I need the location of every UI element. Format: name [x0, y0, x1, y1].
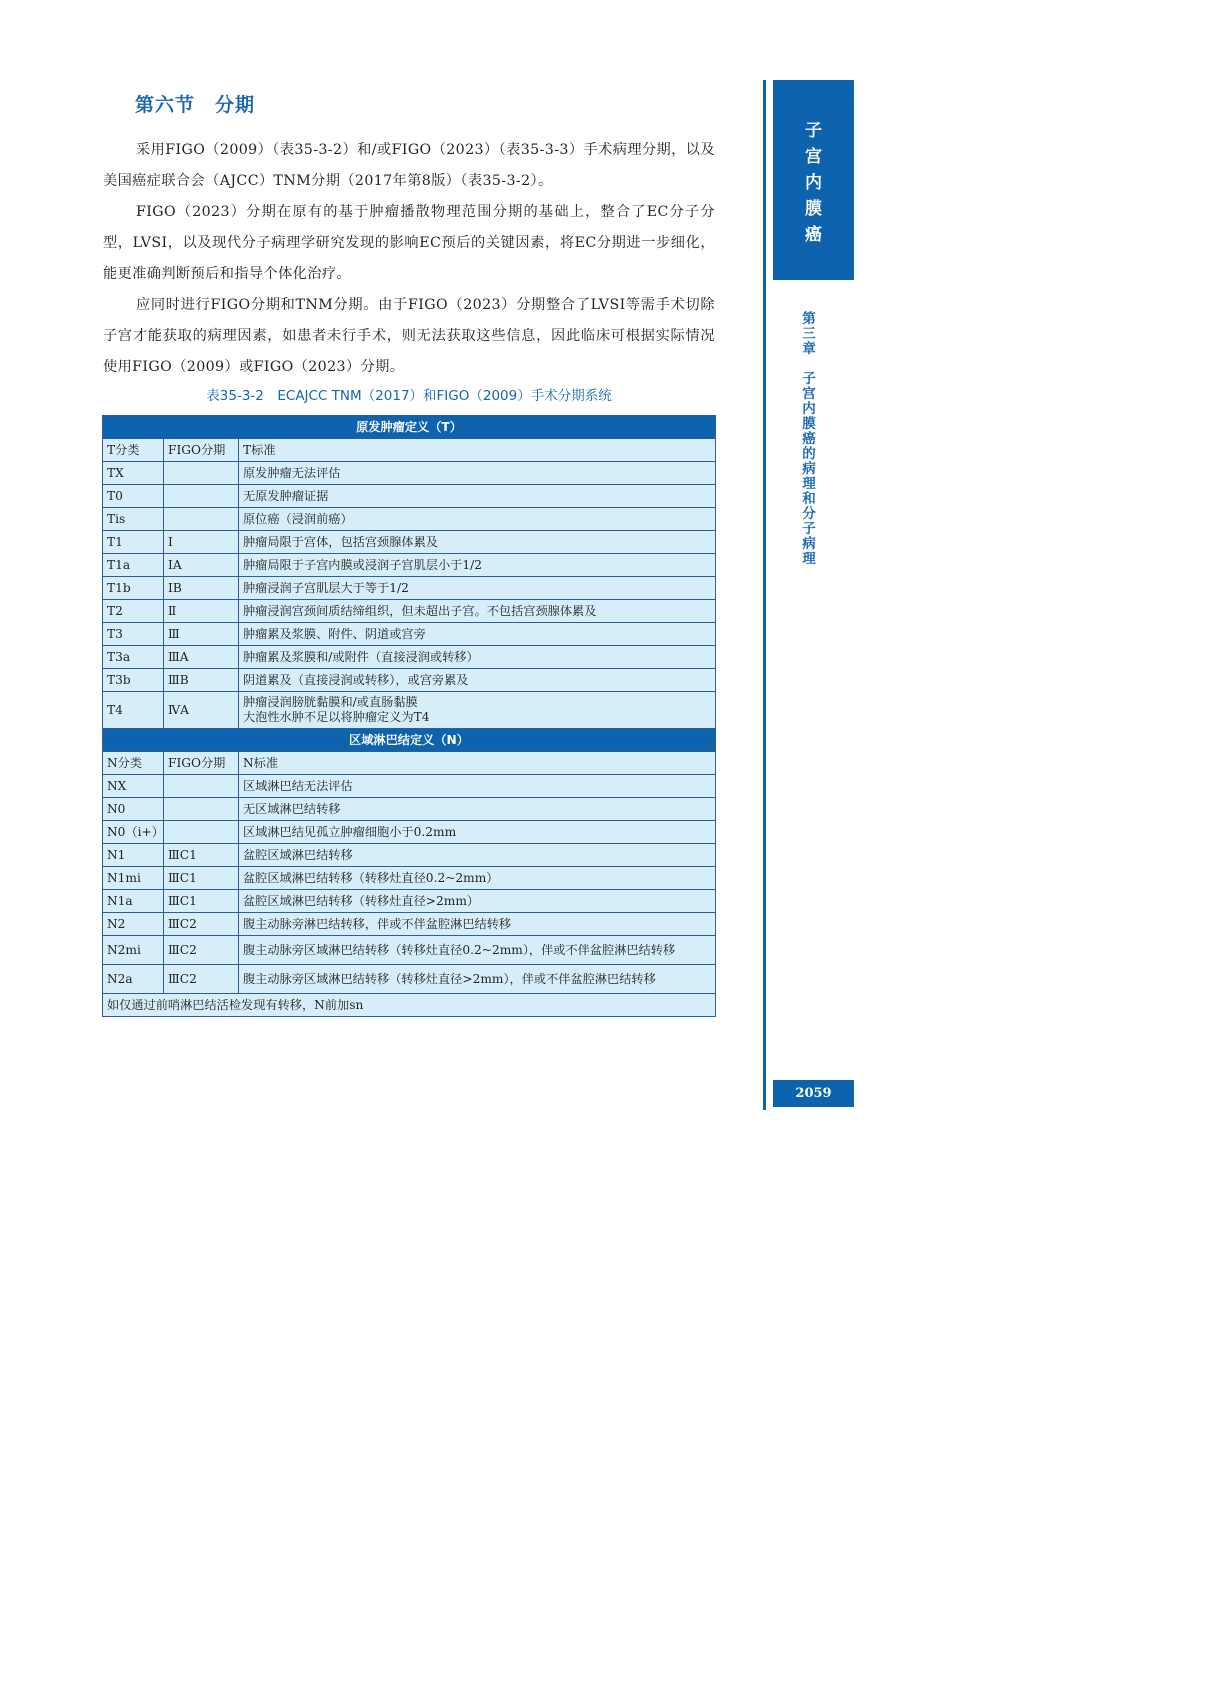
- table-cell: 盆腔区域淋巴结转移: [239, 844, 716, 867]
- column-header-row: [103, 752, 716, 775]
- table-cell: ⅠB: [164, 577, 239, 600]
- chapter-tab-text: 子 宫 内 膜 癌: [805, 121, 822, 245]
- table-cell: 阴道累及（直接浸润或转移），或宫旁累及: [239, 669, 716, 692]
- paragraph: 应同时进行FIGO分期和TNM分期。由于FIGO（2023）分期整合了LVSI等需手术切除子宫才能获取的病理因素，如患者未行手术，则无法获取这些信息，因此临床可根据实际情况使用FIGO（2009）或FIGO（2023）分期。: [103, 297, 715, 375]
- table-cell: T1a: [103, 554, 164, 577]
- table-cell: 腹主动脉旁淋巴结转移，伴或不伴盆腔淋巴结转移: [239, 913, 716, 936]
- table-cell: T1: [103, 531, 164, 554]
- table-cell: ⅢB: [164, 669, 239, 692]
- column-header: FIGO分期: [164, 439, 239, 462]
- table-cell: ⅢC1: [164, 844, 239, 867]
- table-cell: 肿瘤浸润子宫肌层大于等于1/2: [239, 577, 716, 600]
- table-caption: 表35-3-2 ECAJCC TNM（2017）和FIGO（2009）手术分期系统: [206, 388, 612, 404]
- section-header: 原发肿瘤定义（T）: [103, 416, 716, 439]
- section-header-row: [103, 416, 716, 439]
- table-cell: [164, 485, 239, 508]
- table-cell: N2: [103, 913, 164, 936]
- table-cell: 肿瘤累及浆膜、附件、阴道或宫旁: [239, 623, 716, 646]
- table-row: [103, 623, 716, 646]
- column-header: T标准: [239, 439, 716, 462]
- t-section: [103, 416, 716, 729]
- table-row: [103, 646, 716, 669]
- table-cell: NX: [103, 775, 164, 798]
- table-row: [103, 867, 716, 890]
- table-cell: ⅣA: [164, 692, 239, 729]
- table-row: [103, 554, 716, 577]
- section-header: 区域淋巴结定义（N）: [103, 729, 716, 752]
- table-cell: [164, 775, 239, 798]
- table-row: [103, 844, 716, 867]
- chapter-title: 第 三 章 子 宫 内 膜 癌 的 病 理 和 分 子 病 理: [802, 311, 816, 567]
- table-cell: N0（i+）: [103, 821, 164, 844]
- table-cell: 区域淋巴结见孤立肿瘤细胞小于0.2mm: [239, 821, 716, 844]
- table-cell: N1a: [103, 890, 164, 913]
- table-cell: ⅢC2: [164, 965, 239, 994]
- table-row: [103, 821, 716, 844]
- table-row: [103, 669, 716, 692]
- section-title: 第六节 分期: [135, 94, 256, 116]
- table-cell: [164, 508, 239, 531]
- table-row: [103, 890, 716, 913]
- table-cell: ⅢC1: [164, 867, 239, 890]
- table-cell: 盆腔区域淋巴结转移（转移灶直径0.2~2mm）: [239, 867, 716, 890]
- table-cell: N1mi: [103, 867, 164, 890]
- table-cell: N2mi: [103, 936, 164, 965]
- n-section: [103, 729, 716, 994]
- table-cell: 盆腔区域淋巴结转移（转移灶直径>2mm）: [239, 890, 716, 913]
- table-row: [103, 798, 716, 821]
- table-row: [103, 508, 716, 531]
- column-header: FIGO分期: [164, 752, 239, 775]
- paragraph: 采用FIGO（2009）（表35-3-2）和/或FIGO（2023）（表35-3-3）手术病理分期，以及美国癌症联合会（AJCC）TNM分期（2017年第8版）（表35-3-2）。: [103, 142, 715, 189]
- table-row: [103, 531, 716, 554]
- table-cell: ⅢC2: [164, 936, 239, 965]
- table-cell: Tis: [103, 508, 164, 531]
- column-header: N分类: [103, 752, 164, 775]
- table-cell: Ⅰ: [164, 531, 239, 554]
- page-number: 2059: [773, 1080, 854, 1107]
- table-cell: N2a: [103, 965, 164, 994]
- table-cell: N1: [103, 844, 164, 867]
- table-cell: 腹主动脉旁区域淋巴结转移（转移灶直径>2mm），伴或不伴盆腔淋巴结转移: [239, 965, 716, 994]
- table-cell: T2: [103, 600, 164, 623]
- table-row: [103, 462, 716, 485]
- table-cell: ⅢC2: [164, 913, 239, 936]
- table-cell: T1b: [103, 577, 164, 600]
- table-cell: N0: [103, 798, 164, 821]
- table-row: [103, 913, 716, 936]
- footnote-row: [103, 994, 716, 1017]
- body-text: [103, 135, 715, 383]
- table-cell: ⅢA: [164, 646, 239, 669]
- table-row: [103, 965, 716, 994]
- table-cell: 区域淋巴结无法评估: [239, 775, 716, 798]
- table-row: [103, 936, 716, 965]
- table-cell: T0: [103, 485, 164, 508]
- table-cell: T3a: [103, 646, 164, 669]
- table-cell: 肿瘤累及浆膜和/或附件（直接浸润或转移）: [239, 646, 716, 669]
- table-row: [103, 485, 716, 508]
- section-header-row: [103, 729, 716, 752]
- side-rule: [763, 80, 766, 1110]
- table-row: [103, 692, 716, 729]
- paragraph: FIGO（2023）分期在原有的基于肿瘤播散物理范围分期的基础上，整合了EC分子分型，LVSI，以及现代分子病理学研究发现的影响EC预后的关键因素，将EC分期进一步细化，能更准确判断预后和指导个体化治疗。: [103, 204, 715, 282]
- table-row: [103, 577, 716, 600]
- column-header: N标准: [239, 752, 716, 775]
- staging-table: [102, 415, 716, 1017]
- table-cell: T3: [103, 623, 164, 646]
- column-header: T分类: [103, 439, 164, 462]
- table-cell: 肿瘤浸润宫颈间质结缔组织，但未超出子宫。不包括宫颈腺体累及: [239, 600, 716, 623]
- table-cell: 肿瘤局限于宫体，包括宫颈腺体累及: [239, 531, 716, 554]
- table-cell: 肿瘤局限于子宫内膜或浸润子宫肌层小于1/2: [239, 554, 716, 577]
- table-cell: ⅠA: [164, 554, 239, 577]
- table-cell: 原发肿瘤无法评估: [239, 462, 716, 485]
- table-cell: Ⅲ: [164, 623, 239, 646]
- table-cell: T3b: [103, 669, 164, 692]
- table-cell: T4: [103, 692, 164, 729]
- table-cell: TX: [103, 462, 164, 485]
- table-cell: 无原发肿瘤证据: [239, 485, 716, 508]
- table-cell: ⅢC1: [164, 890, 239, 913]
- column-header-row: [103, 439, 716, 462]
- table-row: [103, 600, 716, 623]
- table-cell: [164, 798, 239, 821]
- table-cell: Ⅱ: [164, 600, 239, 623]
- table-cell: 原位癌（浸润前癌）: [239, 508, 716, 531]
- table-row: [103, 775, 716, 798]
- table-cell: [164, 821, 239, 844]
- table-cell: [164, 462, 239, 485]
- table-cell: 肿瘤浸润膀胱黏膜和/或直肠黏膜 大泡性水肿不足以将肿瘤定义为T4: [239, 692, 716, 729]
- table-footnote: 如仅通过前哨淋巴结活检发现有转移，N前加sn: [103, 994, 716, 1017]
- chapter-tab: [773, 80, 854, 280]
- table-cell: 腹主动脉旁区域淋巴结转移（转移灶直径0.2~2mm），伴或不伴盆腔淋巴结转移: [239, 936, 716, 965]
- table-cell: 无区域淋巴结转移: [239, 798, 716, 821]
